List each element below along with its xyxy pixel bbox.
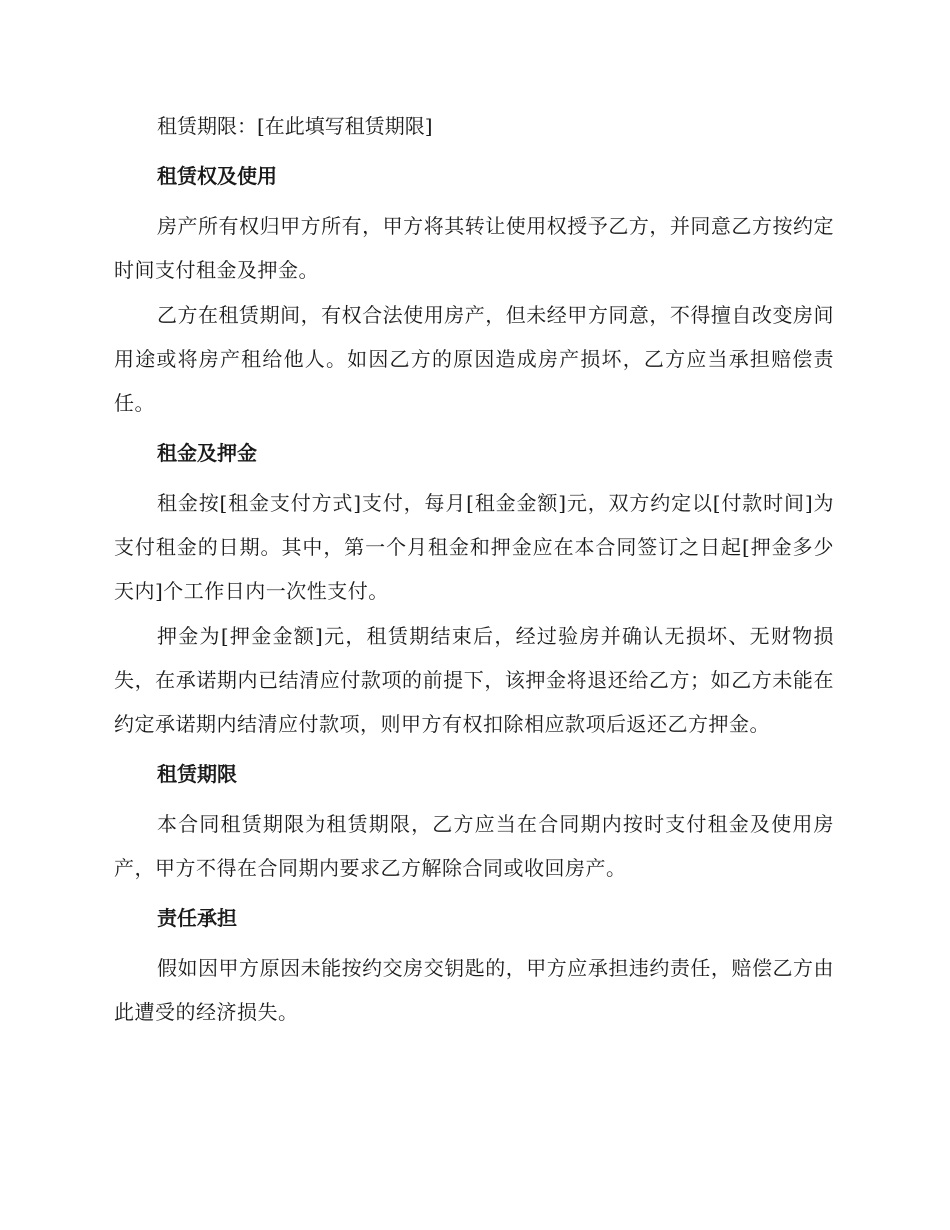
paragraph: 本合同租赁期限为租赁期限，乙方应当在合同期内按时支付租金及使用房产，甲方不得在合同期内要求乙方解除合同或收回房产。 bbox=[114, 812, 834, 880]
section-heading: 租赁期限 bbox=[157, 762, 237, 786]
section-heading: 租金及押金 bbox=[157, 441, 257, 465]
section-rights-and-use bbox=[114, 154, 834, 425]
section-heading: 责任承担 bbox=[157, 906, 237, 930]
section-lease-term bbox=[114, 752, 834, 890]
paragraph: 租金按[租金支付方式]支付，每月[租金金额]元，双方约定以[付款时间]为支付租金的日期。其中，第一个月租金和押金应在本合同签订之日起[押金多少天内]个工作日内一次性支付。 bbox=[114, 491, 834, 603]
section-rent-and-deposit bbox=[114, 431, 834, 746]
paragraph: 押金为[押金金额]元，租赁期结束后，经过验房并确认无损坏、无财物损失，在承诺期内已结清应付款项的前提下，该押金将退还给乙方；如乙方未能在约定承诺期内结清应付款项，则甲方有权扣除相应款项后返还乙方押金。 bbox=[114, 624, 834, 736]
paragraph: 假如因甲方原因未能按约交房交钥匙的，甲方应承担违约责任，赔偿乙方由此遭受的经济损失。 bbox=[114, 956, 834, 1024]
paragraph: 乙方在租赁期间，有权合法使用房产，但未经甲方同意，不得擅自改变房间用途或将房产租给他人。如因乙方的原因造成房产损坏，乙方应当承担赔偿责任。 bbox=[114, 303, 834, 415]
paragraph: 房产所有权归甲方所有，甲方将其转让使用权授予乙方，并同意乙方按约定时间支付租金及押金。 bbox=[114, 214, 834, 282]
document-page bbox=[114, 104, 834, 1035]
lease-term-line: 租赁期限：[在此填写租赁期限] bbox=[157, 114, 433, 138]
section-heading: 租赁权及使用 bbox=[157, 164, 277, 188]
section-liability bbox=[114, 896, 834, 1034]
